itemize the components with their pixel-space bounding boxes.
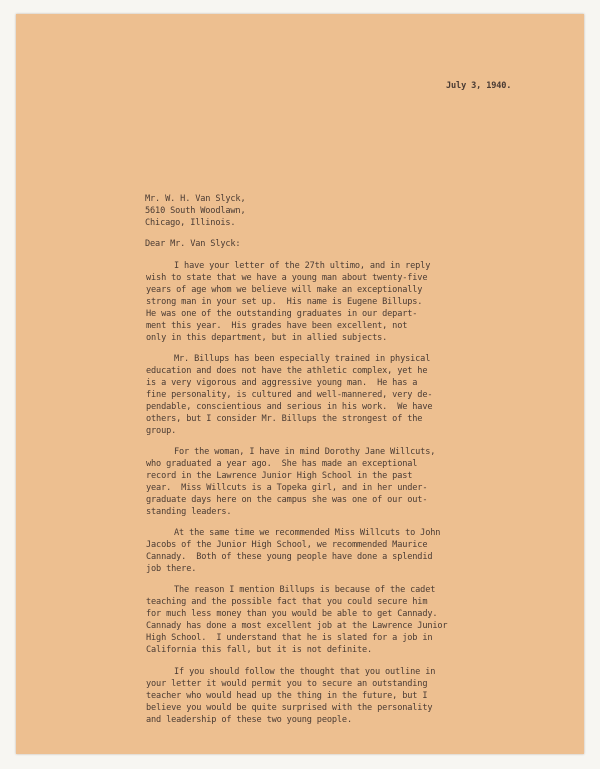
text-line: He was one of the outstanding graduates in our depart-	[146, 309, 418, 319]
text-line: and leadership of these two young people.	[146, 715, 352, 725]
text-line: For the woman, I have in mind Dorothy Jane Willcuts,	[174, 447, 436, 457]
text-line: year. Miss Willcuts is a Topeka girl, and in her under-	[146, 483, 428, 493]
text-line: graduate days here on the campus she was one of our out-	[146, 495, 428, 505]
address-line: 5610 South Woodlawn,	[145, 206, 246, 216]
text-line: Jacobs of the Junior High School, we recommended Maurice	[146, 540, 428, 550]
text-line: Cannady. Both of these young people have done a splendid	[146, 552, 433, 562]
text-line: pendable, conscientious and serious in his work. We have	[146, 402, 433, 412]
text-line: At the same time we recommended Miss Willcuts to John	[174, 528, 441, 538]
text-line: believe you would be quite surprised with the personality	[146, 703, 433, 713]
letter-page	[16, 14, 584, 754]
text-line: ment this year. His grades have been excellent, not	[146, 321, 408, 331]
text-line: Mr. Billups has been especially trained in physical	[174, 354, 431, 364]
text-line: High School. I understand that he is slated for a job in	[146, 633, 433, 643]
text-line: I have your letter of the 27th ultimo, and in reply	[174, 261, 431, 271]
text-line: strong man in your set up. His name is Eugene Billups.	[146, 297, 423, 307]
text-line: If you should follow the thought that you outline in	[174, 667, 436, 677]
text-line: group.	[146, 426, 177, 436]
text-line: job there.	[146, 564, 197, 574]
text-line: only in this department, but in allied subjects.	[146, 333, 388, 343]
letter-date: July 3, 1940.	[446, 81, 512, 91]
text-line: The reason I mention Billups is because of the cadet	[174, 585, 436, 595]
salutation: Dear Mr. Van Slyck:	[145, 239, 241, 249]
address-line: Mr. W. H. Van Slyck,	[145, 194, 246, 204]
address-line: Chicago, Illinois.	[145, 218, 236, 228]
text-line: wish to state that we have a young man about twenty-five	[146, 273, 428, 283]
text-line: record in the Lawrence Junior High School in the past	[146, 471, 413, 481]
text-line: Cannady has done a most excellent job at the Lawrence Junior	[146, 621, 448, 631]
text-line: is a very vigorous and aggressive young man. He has a	[146, 378, 418, 388]
text-line: for much less money than you would be able to get Cannady.	[146, 609, 438, 619]
text-line: education and does not have the athletic complex, yet he	[146, 366, 428, 376]
text-line: fine personality, is cultured and well-mannered, very de-	[146, 390, 433, 400]
text-line: others, but I consider Mr. Billups the strongest of the	[146, 414, 423, 424]
text-line: teaching and the possible fact that you could secure him	[146, 597, 428, 607]
text-line: California this fall, but it is not definite.	[146, 645, 373, 655]
text-line: teacher who would head up the thing in the future, but I	[146, 691, 428, 701]
text-line: years of age whom we believe will make an exceptionally	[146, 285, 423, 295]
text-line: who graduated a year ago. She has made an exceptional	[146, 459, 418, 469]
text-line: standing leaders.	[146, 507, 232, 517]
text-line: your letter it would permit you to secure an outstanding	[146, 679, 428, 689]
